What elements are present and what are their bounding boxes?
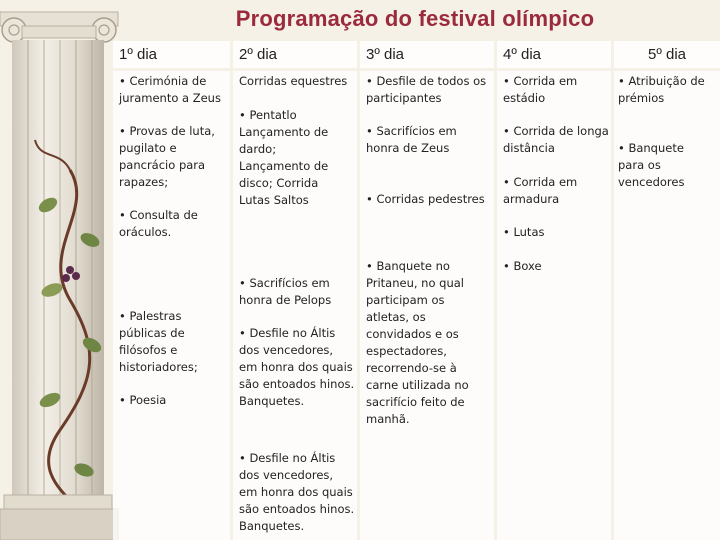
day-2-header: 2º dia (233, 41, 357, 68)
day-2-item: • Pentatlo Lançamento de dardo; Lançamento de disco; Corrida Lutas Saltos (239, 108, 329, 207)
day-3-item: • Sacrifícios em honra de Zeus (366, 124, 457, 155)
day-2-item: • Desfile no Áltis dos vencedores, em honra dos quais são entoados hinos. Banquetes. (239, 326, 355, 408)
day-3-item: • Corridas pedestres (366, 192, 485, 206)
day-3-item: • Banquete no Pritaneu, no qual participam os atletas, os convidados e os espectadores, recorrendo-se à carne utilizada no sacrifício feito de manhã. (366, 259, 469, 426)
day-5-item: • Banquete para os vencedores (618, 141, 685, 189)
day-2-item: • Desfile no Áltis dos vencedores, em honra dos quais são entoados hinos. Banquetes. (239, 451, 355, 533)
day-1-item: • Palestras públicas de filósofos e historiadores; (119, 309, 198, 374)
day-1-item: • Poesia (119, 393, 167, 407)
day-1-item: • Provas de luta, pugilato e pancrácio para rapazes; (119, 124, 215, 189)
page-title: Programação do festival olímpico (235, 6, 595, 31)
day-4-item: • Lutas (503, 225, 545, 239)
day-1-item: • Consulta de oráculos. (119, 208, 198, 239)
day-3-header: 3º dia (360, 41, 494, 68)
day-4-item: • Corrida de longa distância (503, 124, 609, 155)
day-2-item: • Sacrifícios em honra de Pelops (239, 276, 332, 307)
day-1-item: • Cerimónia de juramento a Zeus (119, 74, 221, 105)
day-3-item: • Desfile de todos os participantes (366, 74, 487, 105)
day-5-item: • Atribuição de prémios (618, 74, 705, 105)
day-4-item: • Corrida em estádio (503, 74, 578, 105)
day-5-header: 5º dia (614, 41, 720, 68)
day-4-item: • Corrida em armadura (503, 175, 578, 206)
day-4-item: • Boxe (503, 259, 542, 273)
day-1-header: 1º dia (113, 41, 230, 68)
day-2-item: Corridas equestres (239, 74, 348, 88)
day-4-header: 4º dia (497, 41, 611, 68)
